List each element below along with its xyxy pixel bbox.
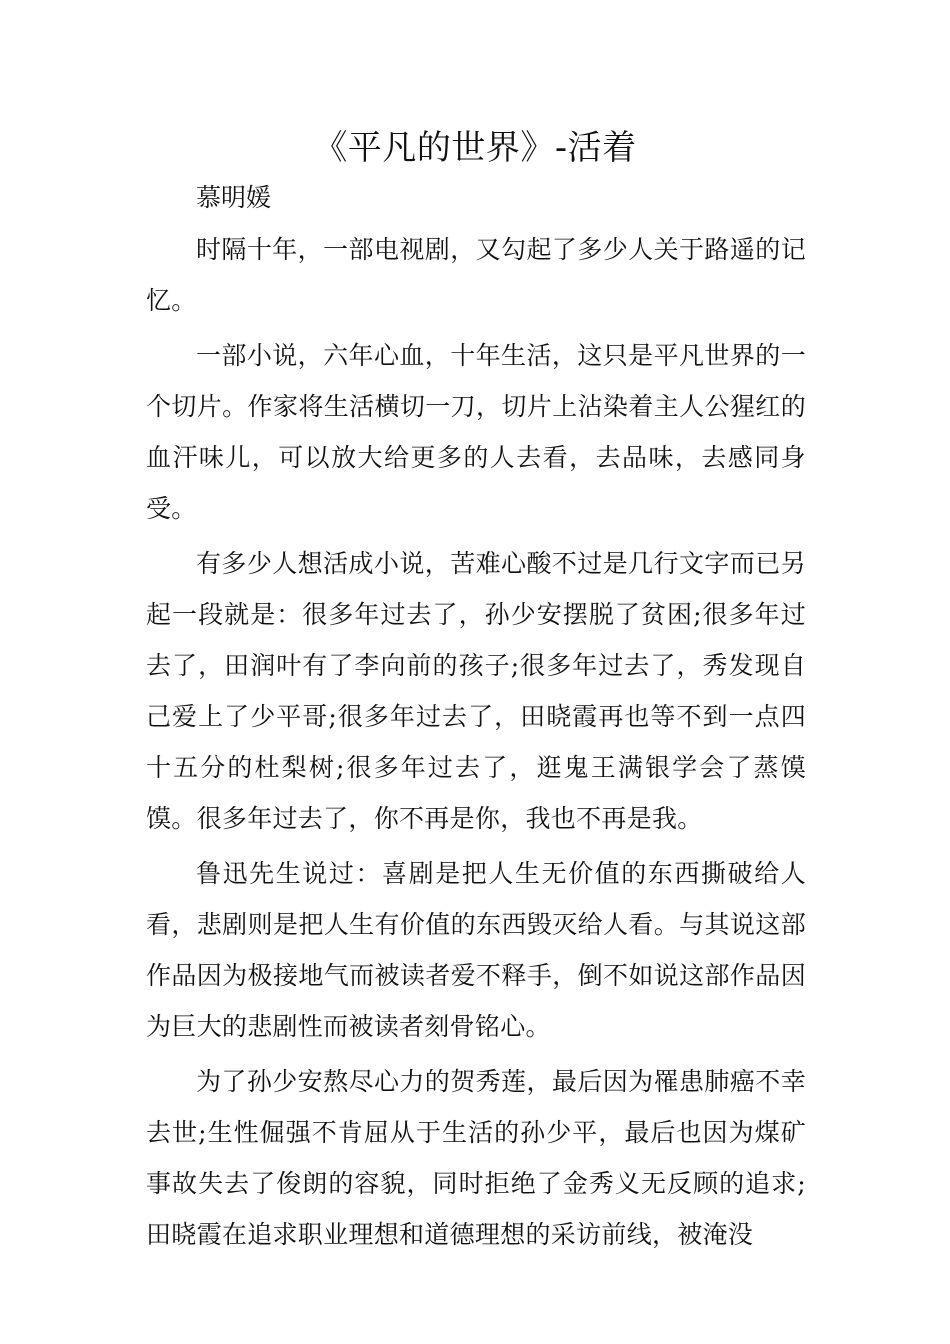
paragraph-3: 有多少人想活成小说，苦难心酸不过是几行文字而已另起一段就是：很多年过去了，孙少安摆脱了贫困;很多年过去了，田润叶有了李向前的孩子;很多年过去了，秀发现自己爱上了少平哥;很多年过去了，田晓霞再也等不到一点四十五分的杜梨树;很多年过去了，逛鬼王满银学会了蒸馍馍。很多年过去了，你不再是你，我也不再是我。 — [146, 549, 806, 833]
document-title: 《平凡的世界》-活着 — [313, 128, 637, 168]
paragraph-2: 一部小说，六年心血，十年生活，这只是平凡世界的一个切片。作家将生活横切一刀，切片上沾染着主人公猩红的血汗味儿，可以放大给更多的人去看，去品味，去感同身受。 — [146, 341, 806, 523]
document-body — [146, 224, 806, 1264]
author-name: 慕明媛 — [196, 183, 272, 212]
paragraph-1: 时隔十年，一部电视剧，又勾起了多少人关于路遥的记忆。 — [146, 235, 806, 315]
paragraph-4: 鲁迅先生说过：喜剧是把人生无价值的东西撕破给人看，悲剧则是把人生有价值的东西毁灭给人看。与其说这部作品因为极接地气而被读者爱不释手，倒不如说这部作品因为巨大的悲剧性而被读者刻骨铭心。 — [146, 859, 806, 1041]
paragraph-5: 为了孙少安熬尽心力的贺秀莲，最后因为罹患肺癌不幸去世;生性倔强不肯屈从于生活的孙少平，最后也因为煤矿事故失去了俊朗的容貌，同时拒绝了金秀义无反顾的追求;田晓霞在追求职业理想和道德理想的采访前线，被淹没 — [146, 1067, 806, 1249]
